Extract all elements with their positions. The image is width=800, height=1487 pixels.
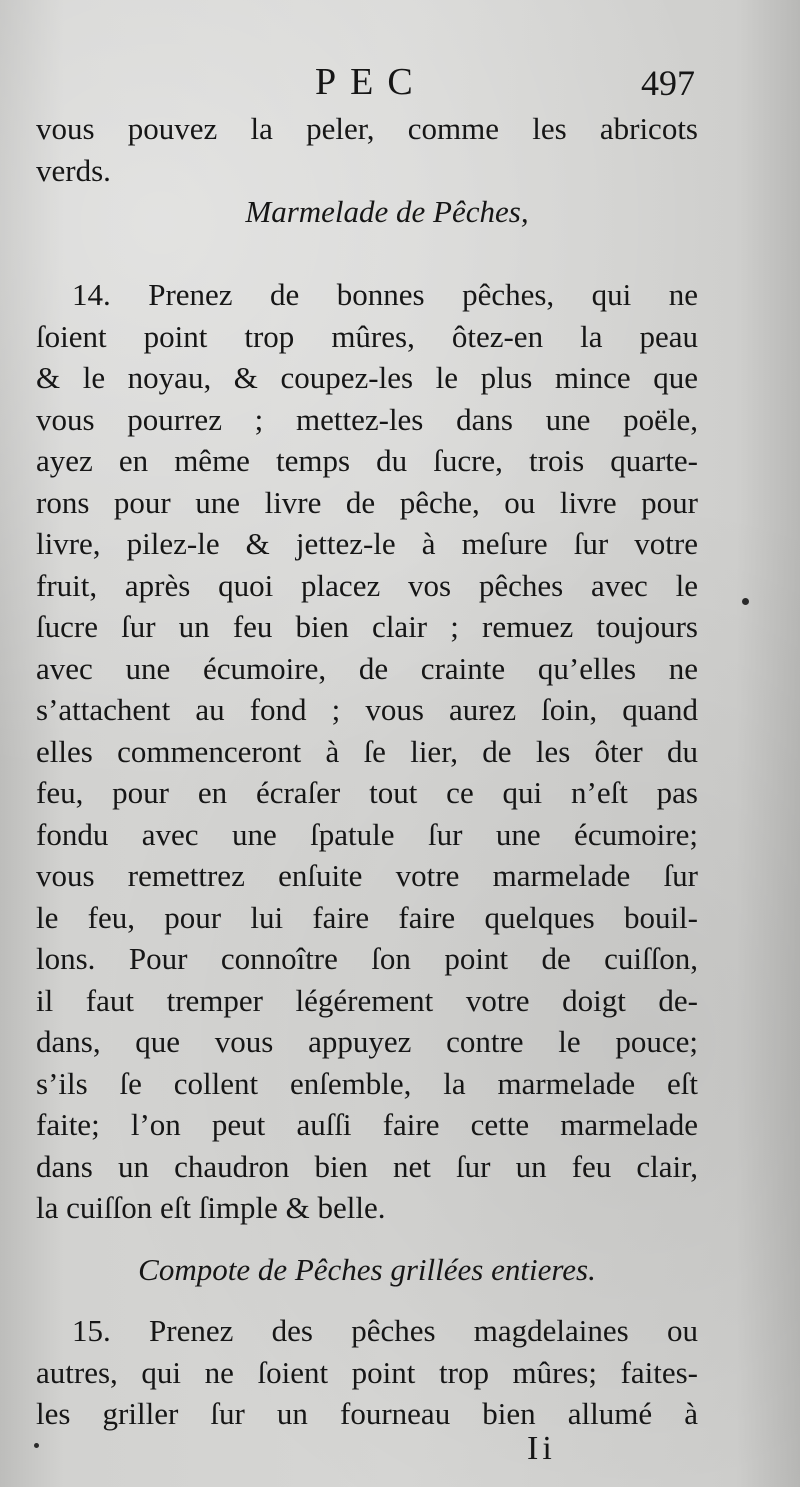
text-line: dans un chaudron bien net ſur un feu clair,	[36, 1148, 698, 1184]
text-line: faite; l’on peut auſſi faire cette marmelade	[36, 1107, 698, 1142]
text-line: autres, qui ne ſoient point trop mûres; faites-	[36, 1354, 698, 1390]
text-line: 15. Prenez des pêches magdelaines ou	[72, 1313, 698, 1348]
text-line: la cuiſſon eſt ſimple & belle.	[36, 1190, 386, 1225]
text-line: lons. Pour connoître ſon point de cuiſſon,	[36, 941, 698, 976]
text-line: 14. Prenez de bonnes pêches, qui ne	[72, 277, 698, 312]
text-line: elles commenceront à ſe lier, de les ôter du	[36, 733, 698, 769]
text-line: ſoient point trop mûres, ôtez-en la peau	[36, 318, 698, 354]
text-line: les griller ſur un fourneau bien allumé à	[36, 1396, 698, 1431]
text-line: verds.	[36, 152, 111, 188]
text-line: rons pour une livre de pêche, ou livre pour	[36, 484, 698, 520]
body-text	[36, 108, 698, 1435]
text-line: dans, que vous appuyez contre le pouce;	[36, 1024, 698, 1059]
section-heading: Marmelade de Pêches,	[245, 194, 529, 229]
text-line: vous pouvez la peler, comme les abricots	[36, 111, 698, 146]
section-heading: Compote de Pêches grillées entieres.	[138, 1251, 596, 1287]
ink-speck	[34, 1443, 39, 1448]
running-head: PEC	[315, 61, 427, 103]
text-line: ayez en même temps du ſucre, trois quarte-	[36, 443, 698, 478]
spacer	[36, 1290, 698, 1310]
text-line: fruit, après quoi placez vos pêches avec le	[36, 567, 698, 603]
page-number: 497	[641, 63, 695, 103]
text-line: ſucre ſur un feu bien clair ; remuez toujours	[36, 609, 698, 644]
spacer	[36, 1229, 698, 1249]
text-line: s’ils ſe collent enſemble, la marmelade eſt	[36, 1065, 698, 1101]
text-line: livre, pilez-le & jettez-le à meſure ſur votre	[36, 526, 698, 561]
page-header	[0, 52, 800, 112]
text-line: & le noyau, & coupez-les le plus mince que	[36, 360, 698, 395]
signature-mark: Ii	[527, 1430, 556, 1467]
ink-speck	[742, 598, 749, 605]
text-line: s’attachent au fond ; vous aurez ſoin, quand	[36, 692, 698, 727]
text-line: feu, pour en écraſer tout ce qui n’eſt pas	[36, 775, 698, 810]
text-line: fondu avec une ſpatule ſur une écumoire;	[36, 816, 698, 852]
text-line: il faut tremper légérement votre doigt de-	[36, 982, 698, 1018]
text-line: vous remettrez enſuite votre marmelade ſur	[36, 858, 698, 893]
text-line: vous pourrez ; mettez-les dans une poële,	[36, 401, 698, 437]
text-line: le feu, pour lui faire faire quelques bouil-	[36, 899, 698, 935]
text-line: avec une écumoire, de crainte qu’elles ne	[36, 650, 698, 686]
spacer	[36, 233, 698, 275]
